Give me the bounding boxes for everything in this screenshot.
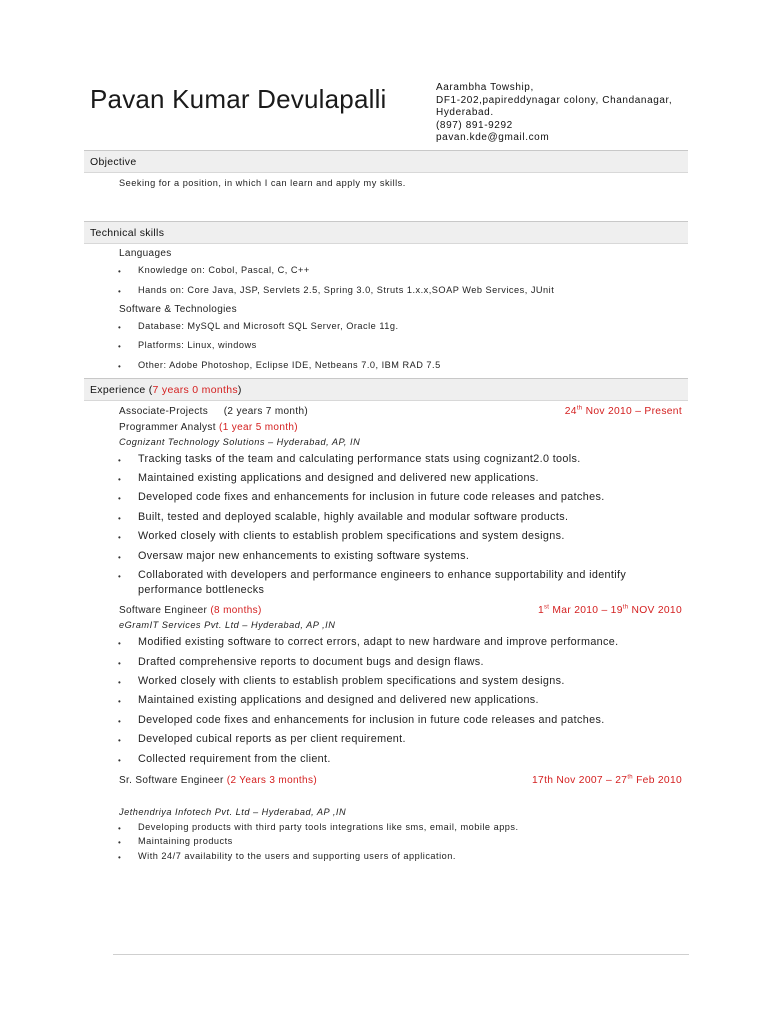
job1-dates: 24th Nov 2010 – Present xyxy=(564,405,682,417)
bullet-icon: • xyxy=(118,824,121,833)
bullet-icon: • xyxy=(118,756,121,765)
experience-total: 7 years 0 months xyxy=(152,384,238,396)
bullet-icon: • xyxy=(118,678,121,687)
bullet-icon: • xyxy=(118,514,121,523)
job2-bullet-2: Drafted comprehensive reports to document bugs and design flaws. xyxy=(138,656,484,668)
bullet-icon: • xyxy=(118,697,121,706)
bullet-icon: • xyxy=(118,659,121,668)
bullet-icon: • xyxy=(118,494,121,503)
job1-bullet-7-cont: performance bottlenecks xyxy=(138,584,265,596)
job2-dates: 1st Mar 2010 – 19th NOV 2010 xyxy=(537,604,682,616)
languages-item-2: Hands on: Core Java, JSP, Servlets 2.5, Spring 3.0, Struts 1.x.x,SOAP Web Services, JUnit xyxy=(138,285,555,295)
bullet-icon: • xyxy=(118,342,121,351)
job1-subrole: Programmer Analyst (1 year 5 month) xyxy=(119,422,298,433)
objective-text: Seeking for a position, in which I can learn and apply my skills. xyxy=(119,178,406,188)
address-line-3: Hyderabad. xyxy=(436,107,494,119)
bullet-icon: • xyxy=(118,639,121,648)
bullet-icon: • xyxy=(118,853,121,862)
job2-bullet-7: Collected requirement from the client. xyxy=(138,753,331,765)
bullet-icon: • xyxy=(118,323,121,332)
skills-heading: Technical skills xyxy=(84,221,688,244)
bullet-icon: • xyxy=(118,475,121,484)
bullet-icon: • xyxy=(118,267,121,276)
software-item-3: Other: Adobe Photoshop, Eclipse IDE, Netbeans 7.0, IBM RAD 7.5 xyxy=(138,360,441,370)
job3-bullet-1: Developing products with third party tools integrations like sms, email, mobile apps. xyxy=(138,822,519,832)
bullet-icon: • xyxy=(118,287,121,296)
job2-bullet-1: Modified existing software to correct errors, adapt to new hardware and improve performance. xyxy=(138,636,619,648)
bullet-icon: • xyxy=(118,533,121,542)
job2-role: Software Engineer (8 months) xyxy=(119,605,262,616)
bullet-icon: • xyxy=(118,717,121,726)
job1-bullet-7: Collaborated with developers and performance engineers to enhance supportability and identify xyxy=(138,569,627,581)
job1-company: Cognizant Technology Solutions – Hyderabad, AP, IN xyxy=(119,437,361,447)
job1-bullet-5: Worked closely with clients to establish problem specifications and system designs. xyxy=(138,530,565,542)
address-line-1: Aarambha Towship, xyxy=(436,82,534,93)
job1-bullet-1: Tracking tasks of the team and calculating performance stats using cognizant2.0 tools. xyxy=(138,453,581,465)
job2-bullet-6: Developed cubical reports as per client requirement. xyxy=(138,733,406,745)
bullet-icon: • xyxy=(118,736,121,745)
software-item-2: Platforms: Linux, windows xyxy=(138,340,257,350)
bullet-icon: • xyxy=(118,572,121,581)
objective-heading: Objective xyxy=(84,150,688,173)
languages-label: Languages xyxy=(119,248,172,259)
job2-bullet-3: Worked closely with clients to establish problem specifications and system designs. xyxy=(138,675,565,687)
job1-bullet-4: Built, tested and deployed scalable, highly available and modular software products. xyxy=(138,511,569,523)
footer-divider xyxy=(113,954,689,955)
job2-bullet-5: Developed code fixes and enhancements for inclusion in future code releases and patches. xyxy=(138,714,605,726)
languages-item-1: Knowledge on: Cobol, Pascal, C, C++ xyxy=(138,265,310,275)
job1-bullet-6: Oversaw major new enhancements to existing software systems. xyxy=(138,550,470,562)
candidate-name: Pavan Kumar Devulapalli xyxy=(90,84,387,114)
address-line-2: DF1-202,papireddynagar colony, Chandanagar, xyxy=(436,94,673,106)
job1-bullet-2: Maintained existing applications and designed and delivered new applications. xyxy=(138,472,539,484)
experience-heading-text: Experience ( xyxy=(90,384,153,396)
job3-dates: 17th Nov 2007 – 27th Feb 2010 xyxy=(532,774,682,786)
job3-role: Sr. Software Engineer (2 Years 3 months) xyxy=(119,775,318,786)
job3-bullet-3: With 24/7 availability to the users and supporting users of application. xyxy=(138,851,456,861)
software-item-1: Database: MySQL and Microsoft SQL Server, Oracle 11g. xyxy=(138,321,399,331)
experience-heading-close: ) xyxy=(237,384,242,396)
bullet-icon: • xyxy=(118,362,121,371)
job1-role: Associate-Projects (2 years 7 month) xyxy=(119,406,309,417)
job1-bullet-3: Developed code fixes and enhancements for inclusion in future code releases and patches. xyxy=(138,491,605,503)
job2-company: eGramIT Services Pvt. Ltd – Hyderabad, AP ,IN xyxy=(119,620,336,630)
bullet-icon: • xyxy=(118,456,121,465)
phone-number: (897) 891-9292 xyxy=(436,119,513,131)
bullet-icon: • xyxy=(118,838,121,847)
experience-heading xyxy=(84,378,688,401)
bullet-icon: • xyxy=(118,553,121,562)
contact-block xyxy=(436,82,672,145)
job3-bullet-2: Maintaining products xyxy=(138,836,233,846)
job3-company: Jethendriya Infotech Pvt. Ltd – Hyderabad, AP ,IN xyxy=(119,807,347,817)
software-label: Software & Technologies xyxy=(119,304,237,315)
job2-bullet-4: Maintained existing applications and designed and delivered new applications. xyxy=(138,694,539,706)
email-address: pavan.kde@gmail.com xyxy=(436,132,550,144)
